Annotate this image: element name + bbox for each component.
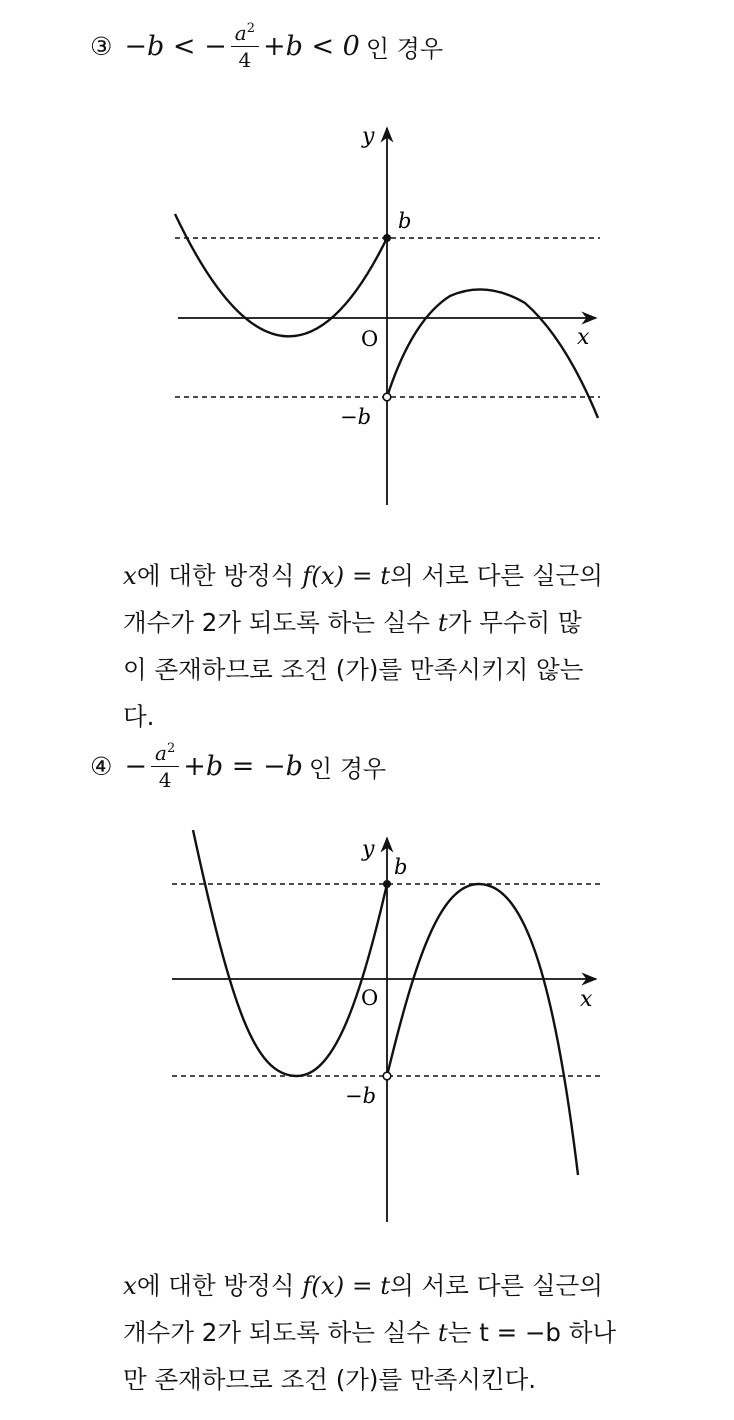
case4-line-3: 만 존재하므로 조건 (가)를 만족시킨다. bbox=[123, 1365, 537, 1394]
case3-neg-b-label: −b bbox=[340, 405, 372, 429]
case3-cond-left: −b < − bbox=[124, 30, 227, 62]
case4-cond-right: +b = −b bbox=[183, 750, 303, 782]
case3-x-label: x bbox=[577, 325, 590, 350]
case3-number: ③ bbox=[90, 31, 113, 61]
case4-explanation bbox=[123, 1262, 734, 1403]
case3-graph bbox=[0, 120, 734, 540]
case3-frac-num: a bbox=[234, 21, 247, 45]
case4-left-parabola bbox=[193, 830, 387, 1076]
case3-b-label: b bbox=[398, 209, 412, 233]
case4-frac-num: a bbox=[155, 741, 167, 765]
case3-frac-den: 4 bbox=[238, 48, 252, 72]
var-t: t bbox=[437, 1318, 448, 1347]
case3-line-1: x에 대한 방정식 f(x) = t의 서로 다른 실근의 bbox=[123, 561, 603, 590]
var-x: x bbox=[123, 561, 137, 590]
equation-ft: f(x) = t bbox=[302, 1271, 391, 1300]
var-t: t bbox=[437, 608, 448, 637]
case4-frac-den: 4 bbox=[158, 768, 172, 792]
case4-b-label: b bbox=[394, 855, 408, 879]
case4-fraction bbox=[151, 742, 179, 790]
equation-ft: f(x) = t bbox=[302, 561, 391, 590]
case3-origin-label: O bbox=[361, 327, 379, 351]
case4-number: ④ bbox=[90, 751, 113, 781]
case3-y-label: y bbox=[362, 124, 375, 149]
case4-neg-b-label: −b bbox=[345, 1084, 377, 1108]
case4-graph bbox=[0, 830, 734, 1240]
var-x: x bbox=[123, 1271, 137, 1300]
case4-filled-point bbox=[383, 880, 391, 888]
case4-line-2: 개수가 2가 되도록 하는 실수 t는 t = −b 하나 bbox=[123, 1318, 617, 1347]
case3-label: 인 경우 bbox=[365, 34, 444, 63]
case4-heading bbox=[90, 742, 386, 790]
case4-origin-label: O bbox=[361, 986, 379, 1010]
case4-label: 인 경우 bbox=[308, 754, 387, 783]
case3-right-curve bbox=[387, 289, 598, 418]
case3-filled-point bbox=[383, 234, 391, 242]
case3-cond-right: +b < 0 bbox=[262, 30, 360, 62]
case3-line-4: 다. bbox=[123, 702, 155, 731]
case3-open-point bbox=[383, 393, 391, 401]
case4-line-1: x에 대한 방정식 f(x) = t의 서로 다른 실근의 bbox=[123, 1271, 603, 1300]
case4-right-curve bbox=[387, 884, 578, 1175]
case3-frac-exp: 2 bbox=[246, 21, 255, 36]
case4-open-point bbox=[383, 1072, 391, 1080]
case4-cond-left: − bbox=[124, 750, 148, 782]
case3-line-2: 개수가 2가 되도록 하는 실수 t가 무수히 많 bbox=[123, 608, 582, 637]
case3-fraction bbox=[231, 22, 259, 70]
case3-line-3: 이 존재하므로 조건 (가)를 만족시키지 않는 bbox=[123, 655, 584, 684]
case3-explanation bbox=[123, 552, 734, 740]
case3-heading bbox=[90, 22, 443, 70]
case4-x-label: x bbox=[580, 987, 593, 1012]
case4-frac-exp: 2 bbox=[166, 741, 176, 756]
case4-y-label: y bbox=[362, 837, 375, 862]
